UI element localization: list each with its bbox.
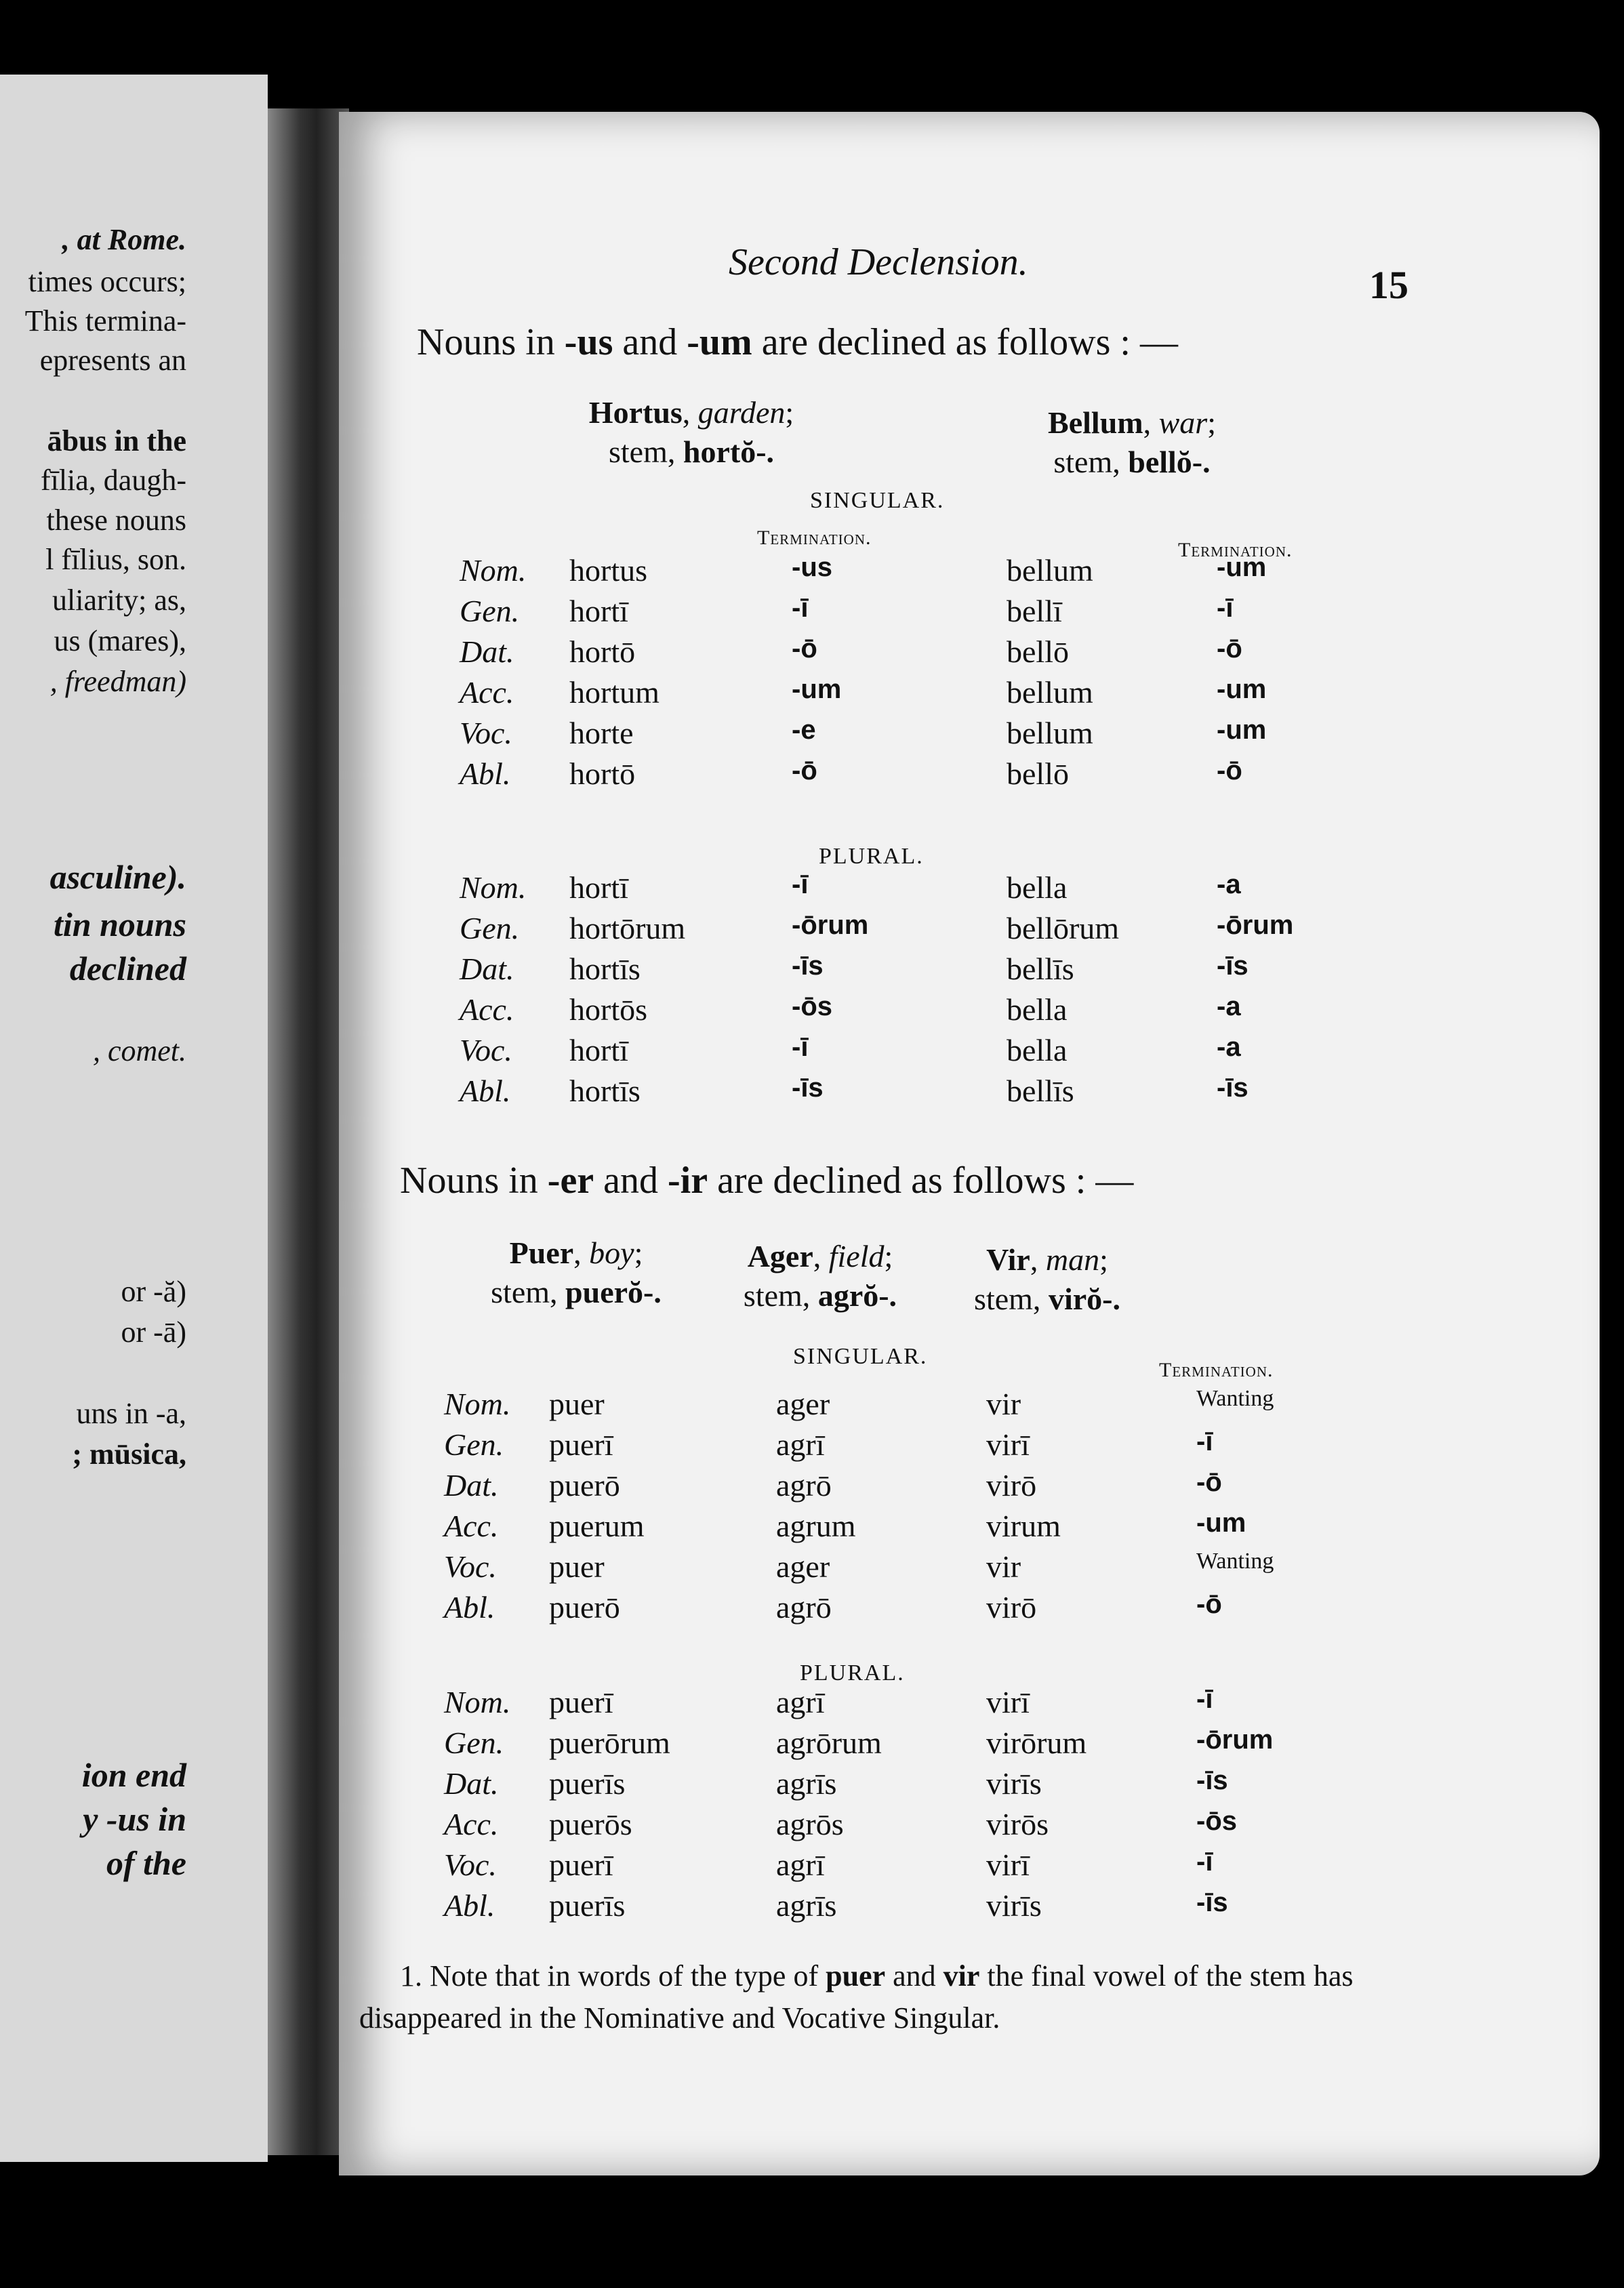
headword-vir: Vir, man; stem, virŏ-. — [974, 1242, 1120, 1316]
headword: Bellum — [1048, 405, 1143, 440]
intro-text: are declined as follows : — — [708, 1160, 1134, 1202]
form-hortus: hortīs — [569, 1074, 641, 1108]
form-vir: virōrum — [986, 1725, 1087, 1760]
footnote-text: Note that in words of the type of — [430, 1959, 826, 1993]
stem: agrŏ-. — [817, 1278, 897, 1313]
left-page-text-fragment: of the — [106, 1844, 186, 1882]
headword: Vir — [986, 1242, 1030, 1277]
termination: -ō — [792, 634, 817, 663]
footnote-number: 1. — [400, 1959, 422, 1993]
footnote-text: and — [885, 1959, 943, 1993]
paradigm-row — [339, 1684, 1559, 1725]
paradigm-row — [339, 1467, 1559, 1508]
paradigm-row — [339, 715, 1559, 756]
form-hortus: hortō — [569, 756, 636, 791]
intro-text: Nouns in — [400, 1160, 548, 1202]
gloss: boy — [589, 1235, 634, 1270]
case-label: Dat. — [460, 634, 514, 669]
paradigm-row — [339, 552, 1559, 593]
form-vir: virōs — [986, 1807, 1049, 1841]
termination-label: Termination. — [1159, 1359, 1274, 1381]
form-puer: puerō — [549, 1590, 620, 1625]
termination: -ō — [1217, 756, 1242, 785]
form-ager: agrīs — [776, 1888, 837, 1923]
section1-intro — [417, 321, 1178, 364]
headword-hortus: Hortus, garden; stem, hortŏ-. — [588, 395, 794, 469]
form-hortus: horte — [569, 716, 634, 750]
form-hortus: hortum — [569, 675, 659, 710]
intro-text: and — [613, 321, 687, 363]
termination: -īs — [792, 951, 824, 981]
running-head: Second Declension. — [729, 241, 1028, 283]
termination: Wanting — [1196, 1386, 1274, 1411]
headword-ager: Ager, field; stem, agrŏ-. — [743, 1239, 897, 1313]
termination: -īs — [1196, 1765, 1228, 1795]
form-bellum: bella — [1007, 1033, 1068, 1067]
case-label: Abl. — [444, 1590, 495, 1625]
left-page-text-fragment: ; mūsica, — [72, 1437, 186, 1471]
form-bellum: bellum — [1007, 553, 1093, 588]
case-label: Abl. — [444, 1888, 495, 1923]
termination: -ī — [792, 1032, 809, 1062]
case-label: Dat. — [444, 1468, 499, 1503]
termination: Wanting — [1196, 1549, 1274, 1574]
paradigm-row — [339, 870, 1559, 910]
form-puer: puerōs — [549, 1807, 632, 1841]
left-page-text-fragment: tin nouns — [54, 905, 186, 943]
form-bellum: bellō — [1007, 756, 1069, 791]
left-page-text-fragment: or -ā) — [121, 1315, 186, 1349]
form-vir: vir — [986, 1387, 1021, 1421]
page — [339, 112, 1600, 2175]
intro-text: Nouns in — [417, 321, 565, 363]
termination: -ī — [1217, 593, 1234, 623]
case-label: Voc. — [460, 1033, 512, 1067]
termination: -ōs — [1196, 1806, 1237, 1836]
form-hortus: hortī — [569, 594, 628, 628]
stem: hortŏ-. — [683, 434, 775, 469]
form-puer: puerī — [549, 1685, 613, 1719]
form-puer: puerum — [549, 1509, 645, 1543]
form-hortus: hortōs — [569, 992, 647, 1027]
stem-label: stem, — [743, 1278, 811, 1313]
paradigm-row — [339, 1806, 1559, 1847]
paradigm-row — [339, 674, 1559, 715]
left-page-text-fragment: declined — [69, 949, 186, 987]
form-ager: ager — [776, 1387, 830, 1421]
stem-label: stem, — [1053, 445, 1120, 479]
left-page-text-fragment: uliarity; as, — [52, 584, 186, 617]
stem-label: stem, — [608, 434, 676, 469]
termination: -ī — [792, 593, 809, 623]
form-vir: virī — [986, 1427, 1030, 1462]
headword: Hortus — [588, 395, 683, 430]
form-ager: agrīs — [776, 1766, 837, 1801]
paradigm-row — [339, 1725, 1559, 1765]
paradigm-row — [339, 593, 1559, 634]
form-bellum: bellīs — [1007, 952, 1074, 986]
book-gutter — [268, 108, 349, 2155]
termination-label: Termination. — [757, 527, 872, 549]
form-ager: agrōs — [776, 1807, 844, 1841]
case-label: Voc. — [444, 1847, 497, 1882]
termination: -um — [1217, 552, 1267, 582]
plural-label: PLURAL. — [819, 844, 924, 869]
form-vir: virīs — [986, 1766, 1042, 1801]
stem: bellŏ-. — [1128, 445, 1211, 479]
left-page-text-fragment: times occurs; — [28, 265, 186, 298]
paradigm-row — [339, 1073, 1559, 1114]
termination: -a — [1217, 1032, 1241, 1062]
termination: -us — [792, 552, 832, 582]
termination: -ō — [1217, 634, 1242, 663]
stem: puerŏ-. — [565, 1275, 662, 1309]
paradigm-row — [339, 1589, 1559, 1630]
form-ager: agrōrum — [776, 1725, 882, 1760]
intro-text: are declined as follows : — — [752, 321, 1178, 363]
stem: virŏ-. — [1048, 1282, 1120, 1316]
footnote — [359, 1955, 1417, 2039]
form-puer: puerō — [549, 1468, 620, 1503]
headword-bellum: Bellum, war; stem, bellŏ-. — [1048, 405, 1216, 479]
form-puer: puerīs — [549, 1766, 626, 1801]
termination: -ōrum — [1217, 910, 1294, 940]
termination: -īs — [1196, 1887, 1228, 1917]
singular-label: SINGULAR. — [793, 1344, 928, 1369]
form-puer: puerī — [549, 1847, 613, 1882]
form-hortus: hortōrum — [569, 911, 686, 945]
form-vir: vir — [986, 1549, 1021, 1584]
termination: -e — [792, 715, 816, 745]
footnote-word: vir — [943, 1959, 980, 1993]
form-bellum: bellum — [1007, 716, 1093, 750]
paradigm-row — [339, 634, 1559, 674]
left-page-text-fragment: uns in -a, — [76, 1397, 186, 1430]
termination: -um — [1196, 1508, 1246, 1538]
paradigm-row — [339, 1427, 1559, 1467]
form-vir: virī — [986, 1685, 1030, 1719]
case-label: Abl. — [460, 1074, 511, 1108]
left-page-text-fragment: , comet. — [92, 1034, 186, 1067]
termination: -īs — [1217, 951, 1249, 981]
paradigm-row — [339, 1032, 1559, 1073]
form-bellum: bella — [1007, 870, 1068, 905]
footnote-word: puer — [826, 1959, 886, 1993]
form-ager: ager — [776, 1549, 830, 1584]
stem-label: stem, — [491, 1275, 558, 1309]
ending-ir: -ir — [668, 1160, 708, 1202]
termination: -ī — [1196, 1847, 1213, 1877]
left-page-text-fragment: , at Rome. — [62, 223, 186, 256]
left-page-text-fragment: , freedman) — [49, 665, 186, 698]
form-vir: virō — [986, 1468, 1037, 1503]
termination: -ōrum — [1196, 1725, 1274, 1755]
case-label: Gen. — [460, 911, 520, 945]
left-page-text-fragment: asculine). — [49, 858, 186, 896]
form-puer: puerīs — [549, 1888, 626, 1923]
case-label: Nom. — [460, 553, 527, 588]
left-page-text-fragment: ion end — [81, 1756, 186, 1794]
plural-label: PLURAL. — [800, 1660, 905, 1686]
footnote-text: the final vowel of the stem has disappeared in the Nominative and Vocative Singular. — [359, 1959, 1354, 2035]
intro-text: and — [594, 1160, 668, 1202]
termination: -um — [1217, 674, 1267, 704]
termination-label: Termination. — [1178, 539, 1293, 561]
form-ager: agrō — [776, 1468, 832, 1503]
form-vir: virī — [986, 1847, 1030, 1882]
paradigm-row — [339, 1508, 1559, 1549]
form-puer: puerī — [549, 1427, 613, 1462]
form-bellum: bellī — [1007, 594, 1062, 628]
ending-um: -um — [687, 321, 752, 363]
case-label: Nom. — [460, 870, 527, 905]
form-bellum: bellīs — [1007, 1074, 1074, 1108]
form-hortus: hortīs — [569, 952, 641, 986]
left-page-text-fragment: y -us in — [83, 1800, 186, 1838]
stem-label: stem, — [974, 1282, 1041, 1316]
case-label: Dat. — [444, 1766, 499, 1801]
case-label: Nom. — [444, 1387, 511, 1421]
termination: -ī — [1196, 1427, 1213, 1456]
left-page-text-fragment: This termina- — [24, 304, 186, 338]
termination: -a — [1217, 870, 1241, 899]
case-label: Gen. — [460, 594, 520, 628]
gloss: war — [1158, 405, 1208, 440]
form-vir: virīs — [986, 1888, 1042, 1923]
form-bellum: bella — [1007, 992, 1068, 1027]
form-puer: puerōrum — [549, 1725, 670, 1760]
case-label: Acc. — [460, 675, 514, 710]
headword: Ager — [747, 1239, 813, 1273]
ending-us: -us — [564, 321, 613, 363]
termination: -ī — [1196, 1684, 1213, 1714]
headword: Puer — [509, 1235, 574, 1270]
termination: -um — [1217, 715, 1267, 745]
paradigm-row — [339, 1847, 1559, 1887]
form-bellum: bellō — [1007, 634, 1069, 669]
headword-puer: Puer, boy; stem, puerŏ-. — [491, 1235, 662, 1309]
form-vir: virō — [986, 1590, 1037, 1625]
form-puer: puer — [549, 1549, 605, 1584]
form-puer: puer — [549, 1387, 605, 1421]
gloss: man — [1045, 1242, 1100, 1277]
page-number: 15 — [1369, 263, 1408, 307]
singular-label: SINGULAR. — [810, 488, 945, 513]
form-hortus: hortī — [569, 870, 628, 905]
left-page-text-fragment: or -ă) — [121, 1275, 186, 1308]
termination: -a — [1217, 992, 1241, 1021]
form-hortus: hortus — [569, 553, 647, 588]
case-label: Abl. — [460, 756, 511, 791]
termination: -īs — [1217, 1073, 1249, 1103]
case-label: Acc. — [460, 992, 514, 1027]
form-ager: agrī — [776, 1685, 825, 1719]
case-label: Acc. — [444, 1509, 499, 1543]
form-ager: agrum — [776, 1509, 856, 1543]
left-page-text-fragment: us (mares), — [54, 624, 186, 657]
form-hortus: hortī — [569, 1033, 628, 1067]
left-page-text-fragment: epresents an — [39, 344, 186, 377]
form-ager: agrī — [776, 1847, 825, 1882]
section2-intro — [400, 1159, 1133, 1202]
gloss: field — [828, 1239, 885, 1273]
form-hortus: hortō — [569, 634, 636, 669]
termination: -ō — [1196, 1589, 1222, 1619]
paradigm-row — [339, 992, 1559, 1032]
left-page-text-fragment: l fīlius, son. — [45, 543, 186, 576]
left-page-text-fragment: these nouns — [46, 504, 186, 537]
case-label: Dat. — [460, 952, 514, 986]
termination: -ōrum — [792, 910, 869, 940]
form-ager: agrī — [776, 1427, 825, 1462]
left-page-text-fragment: ābus in the — [47, 424, 186, 457]
termination: -ōs — [792, 992, 832, 1021]
gloss: garden — [697, 395, 786, 430]
paradigm-row — [339, 951, 1559, 992]
form-vir: virum — [986, 1509, 1061, 1543]
case-label: Voc. — [460, 716, 512, 750]
paradigm-row — [339, 756, 1559, 796]
ending-er: -er — [547, 1160, 594, 1202]
form-bellum: bellum — [1007, 675, 1093, 710]
termination: -ō — [792, 756, 817, 785]
paradigm-row — [339, 1386, 1559, 1427]
case-label: Voc. — [444, 1549, 497, 1584]
case-label: Nom. — [444, 1685, 511, 1719]
case-label: Acc. — [444, 1807, 499, 1841]
form-ager: agrō — [776, 1590, 832, 1625]
case-label: Gen. — [444, 1725, 504, 1760]
termination: -ō — [1196, 1467, 1222, 1497]
paradigm-row — [339, 1887, 1559, 1928]
form-bellum: bellōrum — [1007, 911, 1120, 945]
paradigm-row — [339, 1549, 1559, 1589]
termination: -um — [792, 674, 842, 704]
paradigm-row — [339, 910, 1559, 951]
left-page-text-fragment: fīlia, daugh- — [40, 464, 186, 497]
termination: -ī — [792, 870, 809, 899]
case-label: Gen. — [444, 1427, 504, 1462]
left-facing-page — [0, 75, 268, 2162]
paradigm-row — [339, 1765, 1559, 1806]
termination: -īs — [792, 1073, 824, 1103]
